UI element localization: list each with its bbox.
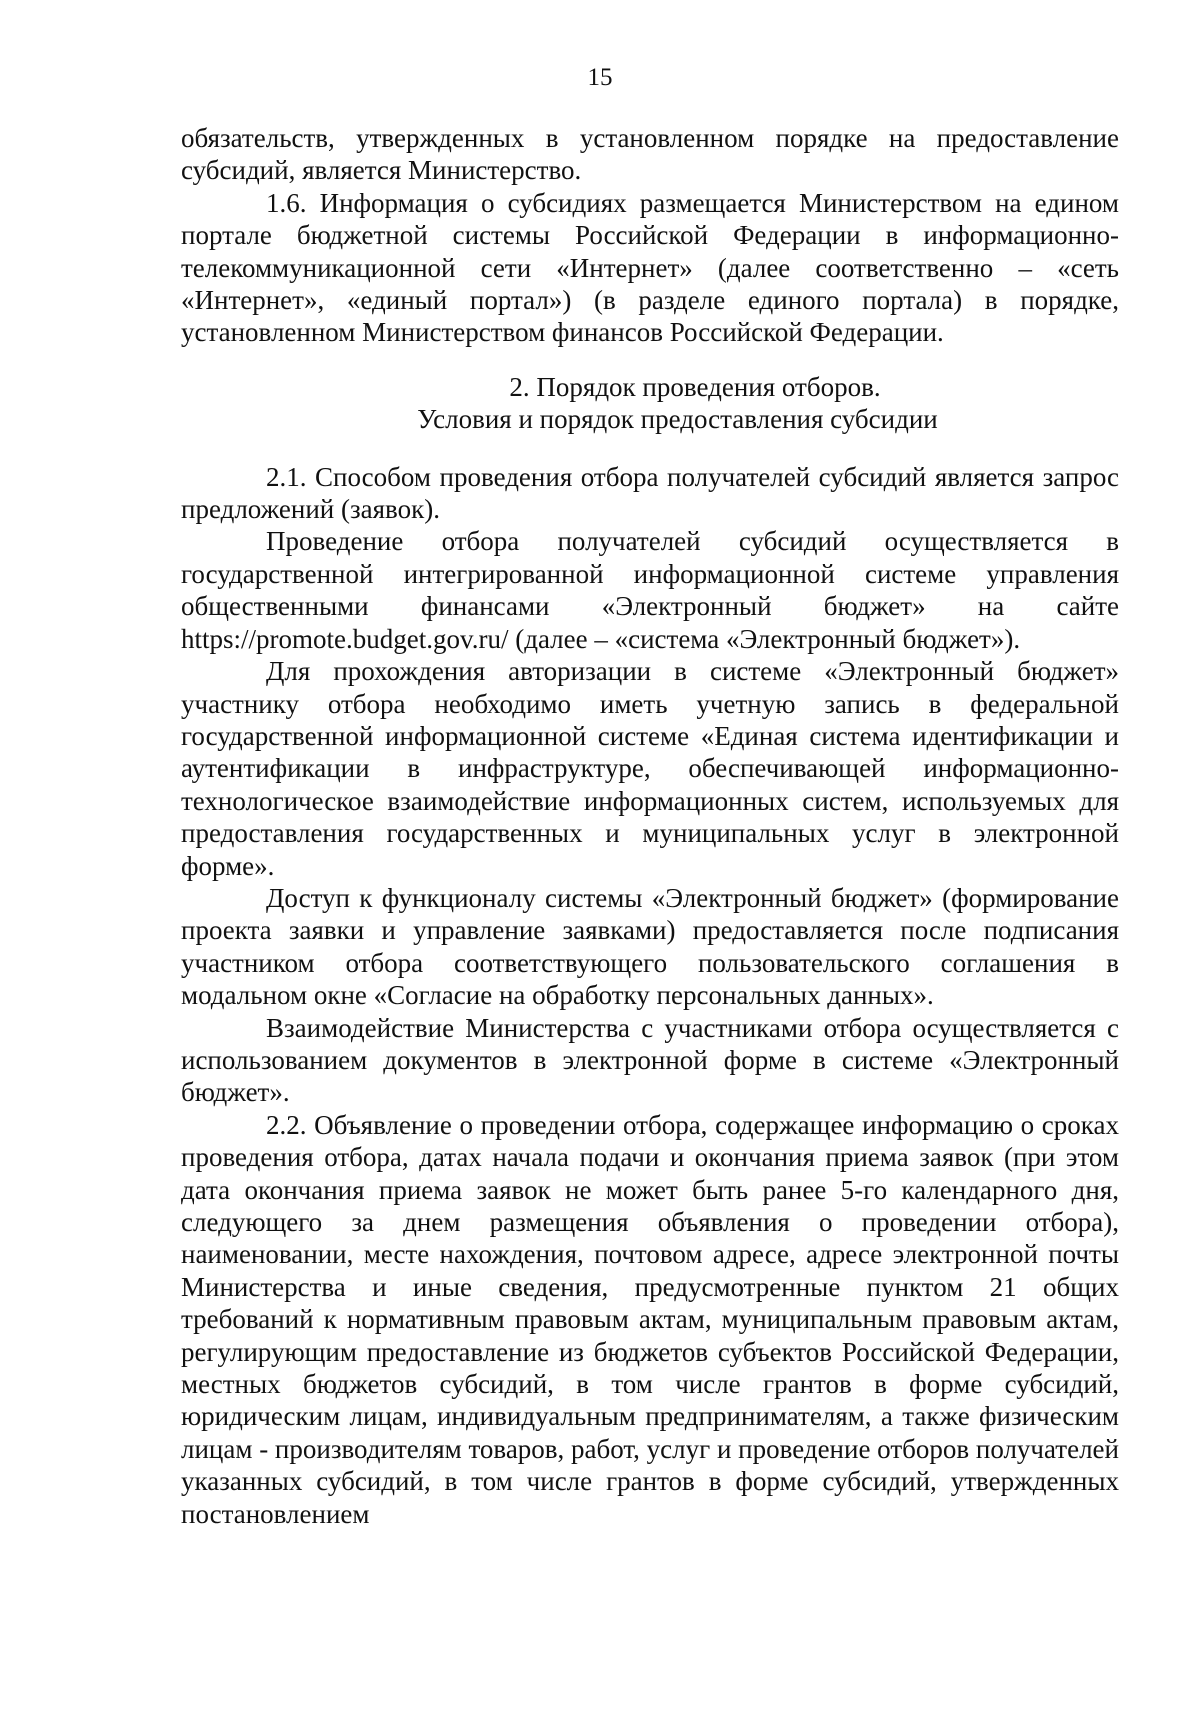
paragraph-2-1: 2.1. Способом проведения отбора получателей субсидий является запрос предложений (заявок). — [181, 461, 1119, 525]
section-heading — [181, 371, 1119, 436]
document-body — [181, 122, 1119, 1530]
paragraph-1-6: 1.6. Информация о субсидиях размещается Министерством на едином портале бюджетной системы Российской Федерации в информационно-телекоммуникационной сети «Интернет» (далее соответственно – «сеть «Интернет», «единый портал») (в разделе единого портала) в порядке, установленном Министерством финансов Российской Федерации. — [181, 187, 1119, 348]
paragraph-selection-system: Проведение отбора получателей субсидий осуществляется в государственной интегрированной информационной системе управления общественными финансами «Электронный бюджет» на сайте https://promote.budget.gov.ru/ (далее – «система «Электронный бюджет»). — [181, 526, 1119, 654]
paragraph-obligations-continuation: обязательств, утвержденных в установленном порядке на предоставление субсидий, является Министерство. — [181, 123, 1119, 186]
page-number: 15 — [587, 64, 613, 91]
paragraph-authorization: Для прохождения авторизации в системе «Электронный бюджет» участнику отбора необходимо иметь учетную запись в федеральной государственной информационной системе «Единая система идентификации и аутентификации в инфраструктуре, обеспечивающей информационно-технологическое взаимодействие информационных систем, используемых для предоставления государственных и муниципальных услуг в электронной форме». — [181, 656, 1119, 881]
paragraph-2-2: 2.2. Объявление о проведении отбора, содержащее информацию о сроках проведения отбора, датах начала подачи и окончания приема заявок (при этом дата окончания приема заявок не может быть ранее 5-го календарного дня, следующего за днем размещения объявления о проведении отбора), наименовании, месте нахождения, почтовом адресе, адресе электронной почты Министерства и иные сведения, предусмотренные пунктом 21 общих требований к нормативным правовым актам, муниципальным правовым актам, регулирующим предоставление из бюджетов субъектов Российской Федерации, местных бюджетов субсидий, в том числе грантов в форме субсидий, юридическим лицам, индивидуальным предпринимателям, а также физическим лицам - производителям товаров, работ, услуг и проведение отборов получателей указанных субсидий, в том числе грантов в форме субсидий, утвержденных постановлением — [181, 1109, 1119, 1529]
paragraph-access: Доступ к функционалу системы «Электронный бюджет» (формирование проекта заявки и управление заявками) предоставляется после подписания участником отбора соответствующего пользовательского соглашения в модальном окне «Согласие на обработку персональных данных». — [181, 882, 1119, 1011]
paragraph-interaction: Взаимодействие Министерства с участниками отбора осуществляется с использованием документов в электронной форме в системе «Электронный бюджет». — [181, 1012, 1119, 1108]
section-subtitle: Условия и порядок предоставления субсидии — [417, 404, 938, 435]
section-title: 2. Порядок проведения отборов. — [509, 371, 881, 402]
